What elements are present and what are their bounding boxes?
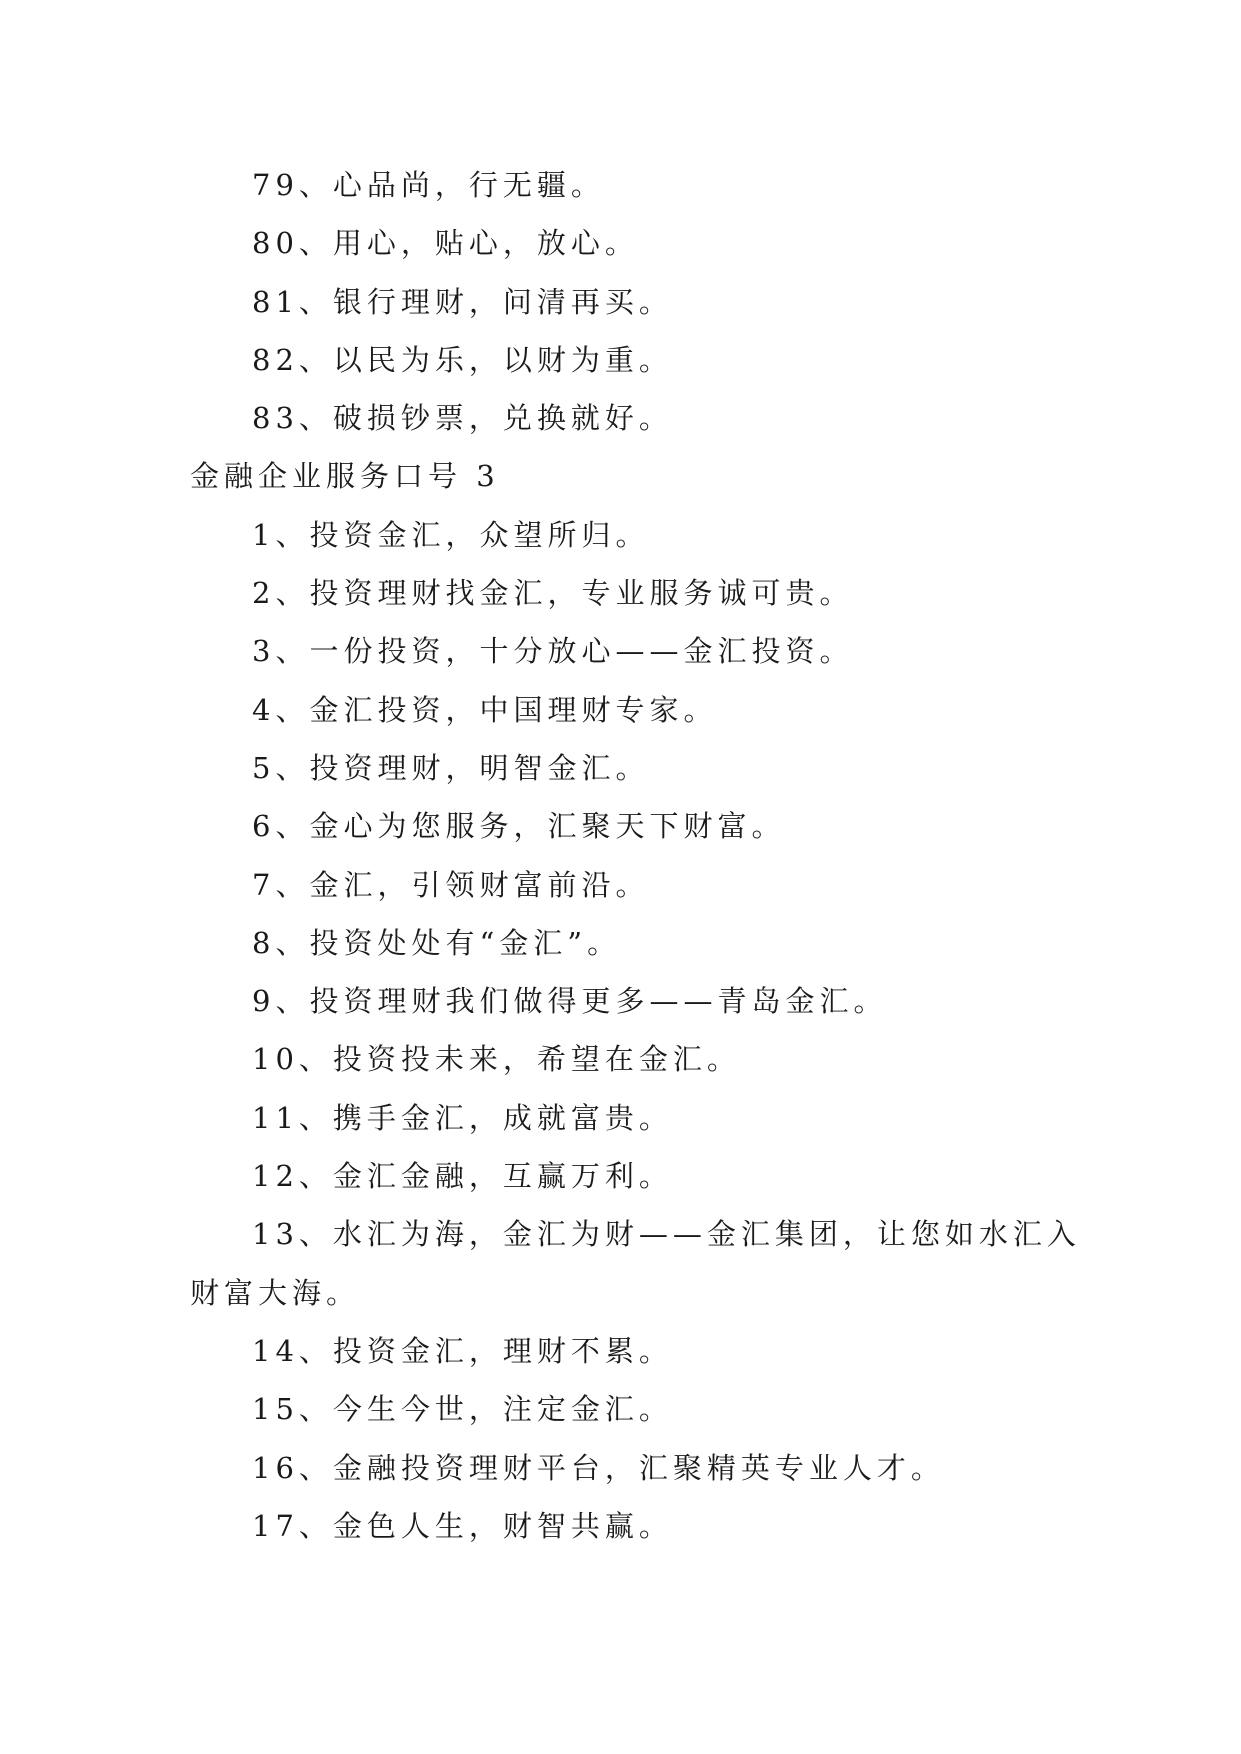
list-item: 8、投资处处有“金汇”。 (252, 925, 622, 960)
list-item: 10、投资投未来，希望在金汇。 (252, 1042, 741, 1077)
list-item: 83、破损钞票，兑换就好。 (252, 401, 673, 436)
list-item: 1、投资金汇，众望所归。 (252, 517, 650, 552)
document-body (190, 156, 1081, 1555)
list-item: 17、金色人生，财智共赢。 (252, 1508, 673, 1543)
list-item: 16、金融投资理财平台，汇聚精英专业人才。 (252, 1450, 945, 1485)
list-item: 82、以民为乐，以财为重。 (252, 342, 673, 377)
list-item: 12、金汇金融，互赢万利。 (252, 1159, 673, 1194)
list-item: 11、携手金汇，成就富贵。 (252, 1100, 673, 1135)
list-item: 81、银行理财，问清再买。 (252, 284, 673, 319)
list-item: 6、金心为您服务，汇聚天下财富。 (252, 809, 786, 844)
list-item: 7、金汇，引领财富前沿。 (252, 867, 650, 902)
list-item: 5、投资理财，明智金汇。 (252, 750, 650, 785)
list-item: 15、今生今世，注定金汇。 (252, 1392, 673, 1427)
list-item-wrapped-continuation: 财富大海。 (190, 1275, 361, 1310)
list-item: 4、金汇投资，中国理财专家。 (252, 692, 718, 727)
section-heading: 金融企业服务口号 3 (190, 459, 500, 494)
list-item-wrapped-first: 13、水汇为海，金汇为财——金汇集团，让您如水汇入 (252, 1217, 1081, 1252)
list-item: 3、一份投资，十分放心——金汇投资。 (252, 634, 854, 669)
list-item: 2、投资理财找金汇，专业服务诚可贵。 (252, 576, 854, 611)
list-item: 79、心品尚，行无疆。 (252, 168, 605, 202)
list-item: 9、投资理财我们做得更多——青岛金汇。 (252, 984, 888, 1019)
list-item: 80、用心，贴心，放心。 (252, 226, 639, 261)
list-item: 14、投资金汇，理财不累。 (252, 1333, 673, 1368)
